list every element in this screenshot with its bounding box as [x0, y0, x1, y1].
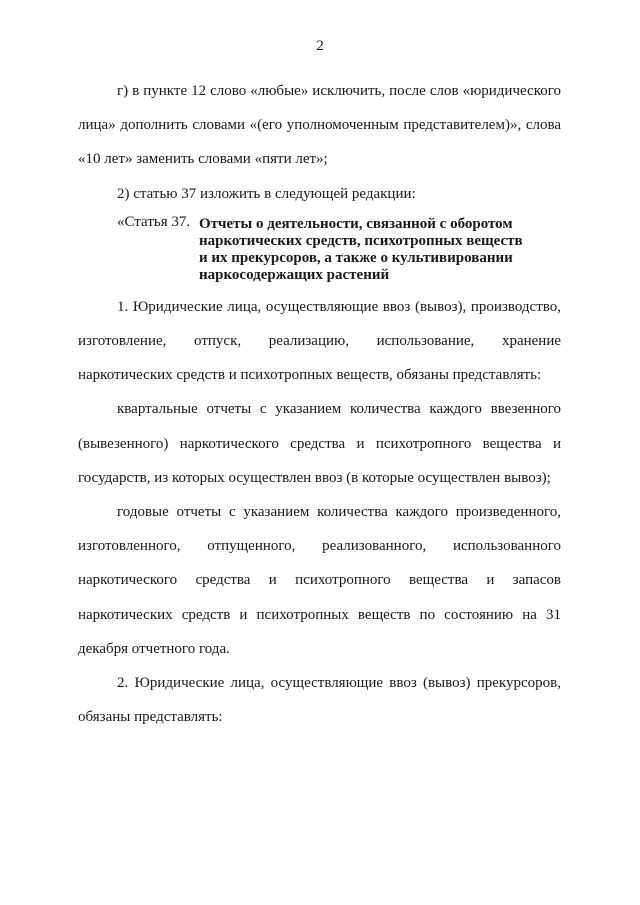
article-title-line: и их прекурсоров, а также о культивировании — [199, 249, 513, 266]
article-title-line: наркосодержащих растений — [199, 266, 390, 283]
article-title-line: Отчеты о деятельности, связанной с оборотом — [199, 215, 513, 232]
document-body — [78, 74, 561, 734]
paragraph-clause-1: 1. Юридические лица, осуществляющие ввоз (вывоз), производство, изготовление, отпуск, реализацию, использование, хранение наркотических средств и психотропных веществ, обязаны представлять: — [78, 298, 561, 384]
paragraph-quarterly-reports: квартальные отчеты с указанием количества каждого ввезенного (вывезенного) наркотического средства и психотропного вещества и государств, из которых осуществлен ввоз (в которые осуществлен вывоз); — [78, 401, 561, 486]
article-heading — [78, 214, 561, 284]
paragraph-annual-reports: годовые отчеты с указанием количества каждого произведенного, изготовленного, отпущенного, реализованного, использованного наркотического средства и психотропного вещества и запасов наркотических средств и психотропных веществ по состоянию на 31 декабря отчетного года. — [78, 504, 561, 657]
paragraph-clause-2: 2. Юридические лица, осуществляющие ввоз (вывоз) прекурсоров, обязаны представлять: — [78, 675, 561, 726]
article-title-line: наркотических средств, психотропных веществ — [199, 232, 523, 249]
article-number: «Статья 37. — [117, 213, 191, 230]
paragraph-amendment-g: г) в пункте 12 слово «любые» исключить, после слов «юридического лица» дополнить словами «(его уполномоченным представителем)», слова «10 лет» заменить словами «пяти лет»; — [78, 83, 561, 168]
paragraph-article-37-intro: 2) статью 37 изложить в следующей редакции: — [117, 185, 416, 202]
article-title — [199, 214, 561, 284]
page-number: 2 — [316, 38, 324, 54]
